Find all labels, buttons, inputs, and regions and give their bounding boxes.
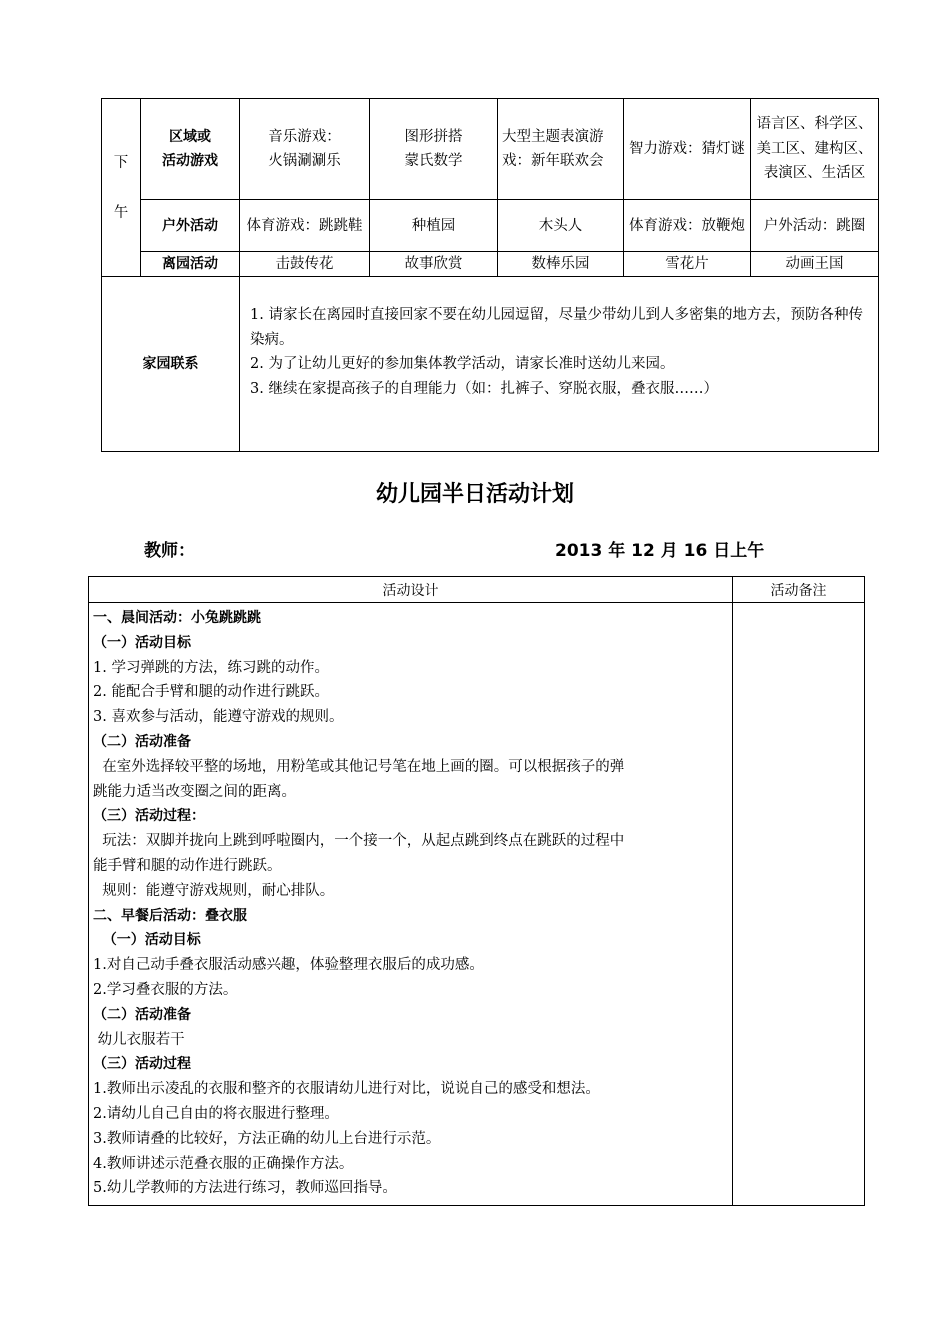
plan-line: 3. 喜欢参与活动，能遵守游戏的规则。 xyxy=(93,709,344,726)
cell-jump-ring: 户外活动：跳圈 xyxy=(751,200,879,252)
home-note-1: 1. 请家长在离园时直接回家不要在幼儿园逗留，尽量少带幼儿到人多密集的地方去，预防各种传染病。 xyxy=(250,307,863,348)
cell-story: 故事欣赏 xyxy=(370,252,498,277)
plan-date: 2013 年 12 月 16 日上午 xyxy=(555,541,765,561)
cell-jump-shoes: 体育游戏：跳跳鞋 xyxy=(240,200,370,252)
plan-line: 规则：能遵守游戏规则，耐心排队。 xyxy=(93,882,335,899)
plan-line: 2.请幼儿自己自由的将衣服进行整理。 xyxy=(93,1105,339,1122)
plan-line: 1. 学习弹跳的方法，练习跳的动作。 xyxy=(93,659,329,676)
plan-line: 3.教师请叠的比较好，方法正确的幼儿上台进行示范。 xyxy=(93,1130,441,1147)
home-note-2: 2. 为了让幼儿更好的参加集体教学活动，请家长准时送幼儿来园。 xyxy=(250,356,675,372)
plan-line: 2.学习叠衣服的方法。 xyxy=(93,981,238,998)
activity-design-cell xyxy=(89,603,733,1206)
home-contact-notes xyxy=(240,277,879,452)
plan-line: 能手臂和腿的动作进行跳跃。 xyxy=(93,857,282,874)
cell-areas: 语言区、科学区、美工区、建构区、表演区、生活区 xyxy=(751,99,879,200)
cell-number-rods: 数棒乐园 xyxy=(498,252,624,277)
plan-line: 幼儿衣服若干 xyxy=(93,1031,185,1048)
cell-music-game: 音乐游戏： 火锅涮涮乐 xyxy=(240,99,370,200)
row-label-outdoor: 户外活动 xyxy=(141,200,240,252)
cell-garden: 种植园 xyxy=(370,200,498,252)
section-heading: 二、早餐后活动：叠衣服 xyxy=(93,907,247,924)
section-heading: （一）活动目标 xyxy=(93,932,201,949)
activity-plan-table xyxy=(88,576,865,1206)
afternoon-schedule-table xyxy=(101,98,879,452)
cell-snowflake: 雪花片 xyxy=(624,252,751,277)
cell-riddles: 智力游戏：猜灯谜 xyxy=(624,99,751,200)
section-heading: （二）活动准备 xyxy=(93,1006,191,1023)
page-title: 幼儿园半日活动计划 xyxy=(375,482,574,507)
plan-line: 玩法：双脚并拢向上跳到呼啦圈内，一个接一个，从起点跳到终点在跳跃的过程中 xyxy=(93,833,625,850)
cell-firecracker: 体育游戏：放鞭炮 xyxy=(624,200,751,252)
header-activity-notes: 活动备注 xyxy=(733,577,865,603)
section-heading: 一、晨间活动：小兔跳跳跳 xyxy=(93,610,261,626)
cell-theme-show: 大型主题表演游戏：新年联欢会 xyxy=(498,99,624,200)
cell-drum: 击鼓传花 xyxy=(240,252,370,277)
section-heading: （二）活动准备 xyxy=(93,733,191,750)
section-heading: （三）活动过程： xyxy=(93,808,205,825)
plan-line: 在室外选择较平整的场地，用粉笔或其他记号笔在地上画的圈。可以根据孩子的弹 xyxy=(93,758,625,775)
cell-wooden-man: 木头人 xyxy=(498,200,624,252)
plan-line: 跳能力适当改变圈之间的距离。 xyxy=(93,783,296,800)
period-char-2: 午 xyxy=(113,204,129,221)
cell-cartoon: 动画王国 xyxy=(751,252,879,277)
plan-line: 1.对自己动手叠衣服活动感兴趣，体验整理衣服后的成功感。 xyxy=(93,957,484,974)
section-heading: （三）活动过程 xyxy=(93,1056,191,1073)
period-cell xyxy=(102,99,141,277)
row-label-area-games: 区域或 活动游戏 xyxy=(141,99,240,200)
plan-line: 5.幼儿学教师的方法进行练习，教师巡回指导。 xyxy=(93,1180,397,1197)
period-char-1: 下 xyxy=(113,154,129,171)
section-heading: （一）活动目标 xyxy=(93,634,191,651)
teacher-label: 教师： xyxy=(144,541,195,561)
activity-notes-cell xyxy=(733,603,865,1206)
plan-line: 1.教师出示凌乱的衣服和整齐的衣服请幼儿进行对比，说说自己的感受和想法。 xyxy=(93,1081,600,1098)
home-note-3: 3. 继续在家提高孩子的自理能力（如：扎裤子、穿脱衣服，叠衣服……） xyxy=(250,380,718,397)
plan-line: 4.教师讲述示范叠衣服的正确操作方法。 xyxy=(93,1155,354,1172)
header-activity-design: 活动设计 xyxy=(89,577,733,603)
row-label-leave: 离园活动 xyxy=(141,252,240,277)
plan-line: 2. 能配合手臂和腿的动作进行跳跃。 xyxy=(93,684,329,701)
home-contact-label: 家园联系 xyxy=(102,277,240,452)
cell-shapes: 图形拼搭 蒙氏数学 xyxy=(370,99,498,200)
